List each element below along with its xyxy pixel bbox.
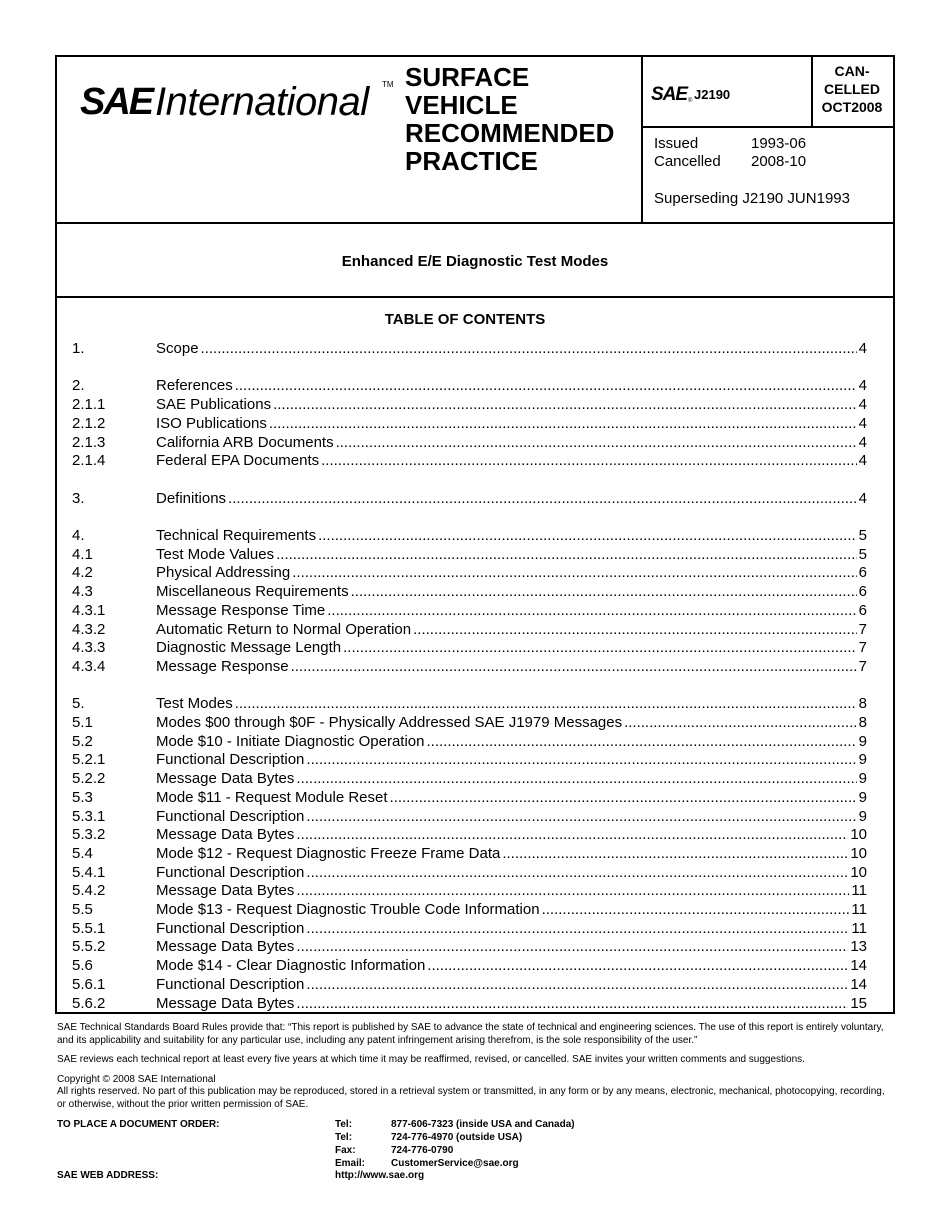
toc-entry	[156, 751, 867, 769]
toc-leader-dots	[235, 695, 857, 713]
toc-section-title: Miscellaneous Requirements	[156, 583, 349, 601]
toc-section-number: 5.	[72, 695, 85, 713]
toc-page-number: 14	[850, 975, 867, 993]
cancelled-stamp	[812, 62, 892, 116]
toc-entry	[156, 957, 867, 975]
document-title: Enhanced E/E Diagnostic Test Modes	[341, 253, 609, 270]
cancel-box-bottom-border	[641, 126, 895, 128]
toc-leader-dots	[426, 733, 856, 751]
toc-page-number: 9	[858, 751, 867, 769]
toc-row[interactable]	[72, 490, 867, 508]
toc-section-title: References	[156, 377, 233, 395]
toc-entry	[156, 882, 867, 900]
toc-section-number: 2.1.2	[72, 414, 106, 432]
header-column-divider	[641, 55, 643, 224]
cancelled-label: Cancelled	[654, 153, 721, 170]
contact-value[interactable]: 724-776-4970 (outside USA)	[391, 1132, 523, 1143]
toc-row[interactable]	[72, 564, 867, 582]
toc-row[interactable]	[72, 901, 867, 919]
rights-notice: All rights reserved. No part of this publication may be reproduced, stored in a retrieval system or transmitted, in any form or by any means, electronic, mechanical, photocopying, recording, or otherwise, without the prior written permission of SAE.	[57, 1086, 885, 1110]
cancelled-stamp-line: CAN-	[834, 63, 870, 79]
toc-section-number: 2.1.1	[72, 396, 106, 414]
toc-section-title: Message Data Bytes	[156, 770, 295, 788]
toc-leader-dots	[336, 434, 857, 452]
sae-small-logo: SAE	[651, 84, 688, 105]
toc-section-number: 4.2	[72, 564, 93, 582]
toc-section-title: Functional Description	[156, 863, 305, 881]
toc-page-number: 9	[858, 788, 867, 806]
toc-leader-dots	[296, 882, 849, 900]
toc-section-number: 4.1	[72, 545, 93, 563]
toc-entry	[156, 602, 867, 620]
toc-section-title: Mode $12 - Request Diagnostic Freeze Frame Data	[156, 844, 501, 862]
toc-entry	[156, 995, 867, 1013]
toc-page-number: 10	[850, 826, 867, 844]
toc-leader-dots	[542, 901, 850, 919]
toc-section-title: Functional Description	[156, 975, 305, 993]
toc-leader-dots	[235, 377, 857, 395]
toc-section-number: 5.5.2	[72, 938, 106, 956]
toc-entry	[156, 452, 867, 470]
toc-row[interactable]	[72, 658, 867, 676]
toc-entry	[156, 527, 867, 545]
toc-page-number: 4	[858, 452, 867, 470]
toc-entry	[156, 695, 867, 713]
toc-leader-dots	[296, 770, 856, 788]
toc-page-number: 10	[850, 863, 867, 881]
toc-row[interactable]	[72, 602, 867, 620]
toc-leader-dots	[327, 602, 856, 620]
toc-page-number: 6	[858, 601, 867, 619]
toc-section-title: Automatic Return to Normal Operation	[156, 620, 412, 638]
toc-entry	[156, 845, 867, 863]
toc-section-number: 5.6.2	[72, 994, 106, 1012]
toc-section-number: 5.3.1	[72, 807, 106, 825]
toc-page-number: 4	[858, 377, 867, 395]
toc-page-number: 4	[858, 433, 867, 451]
toc-section-number: 4.3.1	[72, 601, 106, 619]
toc-row[interactable]	[72, 639, 867, 657]
contact-label: Email:	[335, 1158, 366, 1169]
toc-section-number: 2.1.3	[72, 433, 106, 451]
title-divider	[55, 296, 895, 298]
toc-entry	[156, 826, 867, 844]
superseding-note: Superseding J2190 JUN1993	[654, 190, 850, 207]
toc-section-title: Message Data Bytes	[156, 826, 295, 844]
toc-page-number: 6	[858, 564, 867, 582]
review-notice: SAE reviews each technical report at least every five years at which time it may be reaffirmed, revised, or cancelled. SAE invites your written comments and suggestions.	[57, 1054, 805, 1065]
toc-entry	[156, 864, 867, 882]
toc-section-title: Functional Description	[156, 919, 305, 937]
contact-label: Tel:	[335, 1132, 353, 1143]
toc-entry	[156, 340, 867, 358]
toc-page-number: 11	[851, 901, 867, 918]
toc-page-number: 14	[850, 957, 867, 975]
toc-section-number: 5.5.1	[72, 919, 106, 937]
toc-section-number: 5.6.1	[72, 975, 106, 993]
toc-leader-dots	[624, 714, 857, 732]
toc-leader-dots	[306, 976, 848, 994]
toc-section-title: Mode $14 - Clear Diagnostic Information	[156, 957, 426, 975]
toc-row[interactable]	[72, 340, 867, 358]
toc-page-number: 9	[858, 770, 867, 788]
toc-entry	[156, 396, 867, 414]
toc-section-title: Technical Requirements	[156, 527, 317, 544]
toc-section-title: Test Modes	[156, 695, 233, 713]
toc-section-number: 4.3.2	[72, 620, 106, 638]
toc-section-number: 2.1.4	[72, 452, 106, 470]
toc-row[interactable]	[72, 808, 867, 826]
standards-board-rules: SAE Technical Standards Board Rules provide that: “This report is published by SAE to advance the state of technical and engineering sciences. The use of this report is entirely voluntary, and its applicability and suitability for any particular use, including any patent infringement arising therefrom, is the sole responsibility of the user.”	[57, 1022, 884, 1046]
toc-row[interactable]	[72, 864, 867, 882]
toc-section-title: Functional Description	[156, 751, 305, 769]
toc-leader-dots	[201, 340, 857, 358]
toc-leader-dots	[306, 920, 849, 938]
toc-page-number: 7	[858, 657, 867, 675]
contact-label: Tel:	[335, 1119, 353, 1130]
toc-section-title: Physical Addressing	[156, 564, 291, 582]
toc-section-title: Test Mode Values	[156, 545, 275, 563]
toc-section-title: Message Data Bytes	[156, 994, 295, 1012]
toc-section-number: 5.5	[72, 901, 93, 918]
toc-section-number: 3.	[72, 489, 85, 507]
toc-page-number: 4	[858, 414, 867, 432]
toc-section-number: 5.2.2	[72, 770, 106, 788]
toc-entry	[156, 733, 867, 751]
toc-entry	[156, 415, 867, 433]
toc-row[interactable]	[72, 845, 867, 863]
toc-row[interactable]	[72, 452, 867, 470]
toc-leader-dots	[276, 546, 857, 564]
toc-page-number: 5	[858, 545, 867, 563]
registered-mark: ®	[688, 98, 693, 104]
web-address-link[interactable]: http://www.sae.org	[335, 1170, 425, 1181]
toc-page-number: 7	[858, 620, 867, 638]
toc-section-number: 4.3	[72, 583, 93, 601]
toc-section-title: SAE Publications	[156, 396, 272, 414]
toc-entry	[156, 938, 867, 956]
toc-section-title: Mode $10 - Initiate Diagnostic Operation	[156, 732, 425, 750]
toc-row[interactable]	[72, 957, 867, 975]
toc-page-number: 11	[851, 919, 867, 937]
toc-row[interactable]	[72, 714, 867, 732]
toc-row[interactable]	[72, 583, 867, 601]
toc-section-title: Functional Description	[156, 807, 305, 825]
toc-section-number: 5.4	[72, 844, 93, 862]
toc-page-number: 8	[858, 714, 867, 731]
toc-section-title: Definitions	[156, 489, 227, 507]
toc-section-number: 5.1	[72, 714, 93, 731]
toc-section-title: Scope	[156, 340, 199, 357]
document-type	[405, 63, 614, 175]
toc-entry	[156, 564, 867, 582]
toc-leader-dots	[306, 808, 856, 826]
document-type-line: VEHICLE	[405, 90, 518, 120]
toc-section-title: Modes $00 through $0F - Physically Addressed SAE J1979 Messages	[156, 714, 623, 731]
toc-section-title: California ARB Documents	[156, 433, 334, 451]
toc-row[interactable]	[72, 415, 867, 433]
toc-section-title: Message Data Bytes	[156, 938, 295, 956]
toc-section-number: 5.3.2	[72, 826, 106, 844]
toc-page-number: 11	[851, 882, 867, 900]
toc-row[interactable]	[72, 751, 867, 769]
toc-section-number: 5.3	[72, 788, 93, 806]
toc-row[interactable]	[72, 733, 867, 751]
toc-leader-dots	[292, 564, 856, 582]
toc-section-number: 5.6	[72, 957, 93, 975]
toc-page-number: 6	[858, 583, 867, 601]
toc-leader-dots	[228, 490, 857, 508]
issued-label: Issued	[654, 135, 699, 152]
toc-entry	[156, 976, 867, 994]
toc-leader-dots	[413, 621, 857, 639]
cancelled-stamp-line: CELLED	[824, 81, 880, 97]
toc-entry	[156, 377, 867, 395]
document-number: J2190	[694, 87, 731, 102]
toc-page-number: 15	[850, 994, 867, 1012]
header-divider	[55, 222, 895, 224]
toc-section-title: Federal EPA Documents	[156, 452, 320, 470]
toc-row[interactable]	[72, 995, 867, 1013]
toc-section-number: 5.2	[72, 732, 93, 750]
toc-leader-dots	[269, 415, 857, 433]
sae-logo: SAE	[80, 81, 153, 123]
toc-row[interactable]	[72, 920, 867, 938]
toc-row[interactable]	[72, 546, 867, 564]
issued-date: 1993-06	[751, 135, 807, 152]
document-type-line: PRACTICE	[405, 146, 538, 176]
toc-row[interactable]	[72, 695, 867, 713]
toc-leader-dots	[351, 583, 857, 601]
toc-section-number: 1.	[72, 340, 85, 357]
toc-leader-dots	[390, 789, 857, 807]
order-label: TO PLACE A DOCUMENT ORDER:	[57, 1119, 220, 1130]
contact-value[interactable]: 877-606-7323 (inside USA and Canada)	[391, 1119, 575, 1130]
copyright-notice: Copyright © 2008 SAE International	[57, 1074, 216, 1085]
toc-entry	[156, 639, 867, 657]
toc-entry	[156, 920, 867, 938]
toc-section-title: Mode $11 - Request Module Reset	[156, 788, 388, 806]
toc-row[interactable]	[72, 434, 867, 452]
document-type-line: SURFACE	[405, 62, 530, 92]
toc-leader-dots	[291, 658, 857, 676]
toc-section-number: 4.3.3	[72, 639, 106, 657]
toc-leader-dots	[296, 938, 848, 956]
toc-page-number: 10	[850, 844, 867, 862]
toc-row[interactable]	[72, 527, 867, 545]
toc-entry	[156, 546, 867, 564]
toc-section-title: Message Data Bytes	[156, 882, 295, 900]
toc-page-number: 4	[858, 489, 867, 507]
contact-value[interactable]: 724-776-0790	[391, 1145, 454, 1156]
toc-entry	[156, 901, 867, 919]
toc-entry	[156, 789, 867, 807]
toc-leader-dots	[273, 396, 857, 414]
cancelled-date: 2008-10	[751, 153, 807, 170]
toc-page-number: 4	[858, 340, 867, 357]
toc-leader-dots	[306, 751, 856, 769]
toc-leader-dots	[296, 995, 848, 1013]
toc-leader-dots	[343, 639, 857, 657]
toc-page-number: 7	[858, 639, 867, 657]
toc-entry	[156, 658, 867, 676]
toc-entry	[156, 714, 867, 732]
toc-section-title: Mode $13 - Request Diagnostic Trouble Code Information	[156, 901, 540, 918]
toc-entry	[156, 434, 867, 452]
toc-leader-dots	[296, 826, 848, 844]
toc-row[interactable]	[72, 789, 867, 807]
toc-leader-dots	[502, 845, 848, 863]
toc-section-number: 4.3.4	[72, 657, 106, 675]
contact-label: Fax:	[335, 1145, 356, 1156]
toc-section-title: Message Response	[156, 657, 289, 675]
toc-section-number: 5.4.2	[72, 882, 106, 900]
document-type-line: RECOMMENDED	[405, 118, 615, 148]
toc-page-number: 9	[858, 807, 867, 825]
toc-page-number: 9	[858, 732, 867, 750]
toc-row[interactable]	[72, 396, 867, 414]
toc-row[interactable]	[72, 770, 867, 788]
toc-row[interactable]	[72, 882, 867, 900]
toc-leader-dots	[321, 452, 857, 470]
toc-entry	[156, 770, 867, 788]
toc-section-title: ISO Publications	[156, 414, 267, 432]
toc-leader-dots	[427, 957, 848, 975]
toc-row[interactable]	[72, 621, 867, 639]
toc-section-number: 4.	[72, 527, 85, 544]
toc-page-number: 13	[850, 938, 867, 956]
cancelled-stamp-line: OCT2008	[821, 99, 883, 115]
toc-entry	[156, 621, 867, 639]
toc-page-number: 5	[858, 527, 867, 544]
trademark-mark: TM	[382, 80, 394, 89]
toc-heading: TABLE OF CONTENTS	[384, 311, 546, 328]
toc-section-number: 2.	[72, 377, 85, 395]
toc-entry	[156, 490, 867, 508]
international-wordmark: International	[155, 80, 369, 124]
toc-section-number: 5.4.1	[72, 863, 106, 881]
toc-leader-dots	[306, 864, 848, 882]
toc-row[interactable]	[72, 938, 867, 956]
toc-section-title: Diagnostic Message Length	[156, 639, 342, 657]
web-address-label: SAE WEB ADDRESS:	[57, 1170, 159, 1181]
email-link[interactable]: CustomerService@sae.org	[391, 1158, 519, 1169]
toc-entry	[156, 583, 867, 601]
toc-leader-dots	[318, 527, 857, 545]
toc-row[interactable]	[72, 976, 867, 994]
toc-page-number: 8	[858, 695, 867, 713]
toc-row[interactable]	[72, 377, 867, 395]
toc-page-number: 4	[858, 396, 867, 414]
toc-row[interactable]	[72, 826, 867, 844]
toc-section-number: 5.2.1	[72, 751, 106, 769]
toc-section-title: Message Response Time	[156, 601, 326, 619]
toc-entry	[156, 808, 867, 826]
